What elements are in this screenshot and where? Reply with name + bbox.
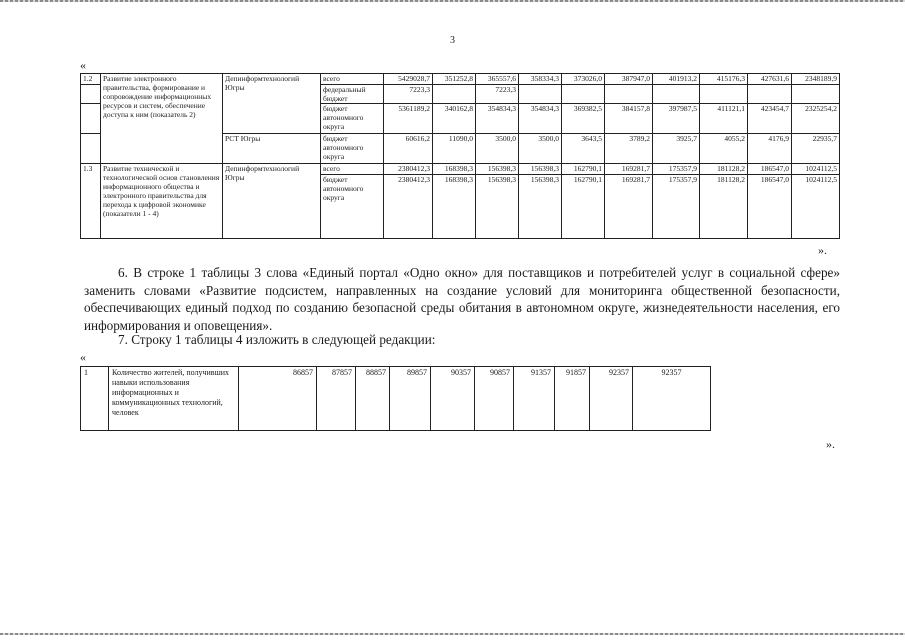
value-cell: 7223,3 xyxy=(476,85,519,104)
budget-table xyxy=(80,73,840,239)
value-cell: 4055,2 xyxy=(700,134,748,164)
value-cell: 3500,0 xyxy=(519,134,562,164)
value-cell: 397987,5 xyxy=(653,104,700,134)
value-cell: 92357 xyxy=(633,367,711,431)
funding-source-cell: бюджет автономного округа xyxy=(321,134,384,164)
value-cell: 2380412,3 xyxy=(384,164,433,175)
value-cell: 427631,6 xyxy=(748,74,792,85)
value-cell: 156398,3 xyxy=(519,175,562,239)
value-cell: 91357 xyxy=(514,367,555,431)
paragraph-6: 6. В строке 1 таблицы 3 слова «Единый портал «Одно окно» для поставщиков и потребителей услуг в социальной сфере» заменить словами «Развитие подсистем, направленных на создание условий для мониторинга общественной безопасности, обеспечивающих единый подход по созданию безопасной среды обитания в автономном округе, жизнедеятельности населения, его информирования и оповещения». xyxy=(84,265,840,333)
value-cell: 2348189,9 xyxy=(792,74,840,85)
funding-source-cell: бюджет автономного округа xyxy=(321,104,384,134)
value-cell: 90357 xyxy=(431,367,475,431)
value-cell: 354834,3 xyxy=(519,104,562,134)
value-cell: 89857 xyxy=(390,367,431,431)
value-cell: 162790,1 xyxy=(562,175,605,239)
value-cell: 175357,9 xyxy=(653,175,700,239)
value-cell: 156398,3 xyxy=(476,175,519,239)
funding-source-cell: всего xyxy=(321,74,384,85)
value-cell: 60616,2 xyxy=(384,134,433,164)
value-cell: 415176,3 xyxy=(700,74,748,85)
activity-name-cell: Развитие электронного правительства, формирование и сопровождение информационных ресурсов и систем, обеспечение доступа к ним (показатель 2) xyxy=(101,74,223,164)
value-cell: 156398,3 xyxy=(519,164,562,175)
indicator-name-cell: Количество жителей, получивших навыки использования информационных и коммуникационных технологий, человек xyxy=(109,367,239,431)
value-cell: 369382,5 xyxy=(562,104,605,134)
funding-source-cell: бюджет автономного округа xyxy=(321,175,384,239)
value-cell: 11090,0 xyxy=(433,134,476,164)
value-cell: 387947,0 xyxy=(605,74,653,85)
value-cell xyxy=(433,85,476,104)
row-number-cell xyxy=(81,134,101,164)
activity-name-cell: Развитие технической и технологической основ становления информационного общества и электронного правительства для перехода к цифровой экономике (показатели 1 - 4) xyxy=(101,164,223,239)
closing-quote: ». xyxy=(826,437,835,451)
row-number-cell: 1.3 xyxy=(81,164,101,239)
value-cell: 169281,7 xyxy=(605,164,653,175)
row-number-cell xyxy=(81,104,101,134)
value-cell: 90857 xyxy=(475,367,514,431)
executor-cell: Депинформтехнологий Югры xyxy=(223,164,321,239)
value-cell: 401913,2 xyxy=(653,74,700,85)
value-cell: 4176,9 xyxy=(748,134,792,164)
funding-source-cell: всего xyxy=(321,164,384,175)
value-cell: 384157,8 xyxy=(605,104,653,134)
opening-quote: « xyxy=(80,350,86,364)
value-cell: 340162,8 xyxy=(433,104,476,134)
value-cell: 181128,2 xyxy=(700,164,748,175)
value-cell: 186547,0 xyxy=(748,175,792,239)
value-cell xyxy=(748,85,792,104)
value-cell xyxy=(653,85,700,104)
value-cell: 156398,3 xyxy=(476,164,519,175)
value-cell: 373026,0 xyxy=(562,74,605,85)
value-cell: 351252,8 xyxy=(433,74,476,85)
residents-table xyxy=(80,366,711,431)
value-cell xyxy=(562,85,605,104)
value-cell: 7223,3 xyxy=(384,85,433,104)
value-cell: 175357,9 xyxy=(653,164,700,175)
value-cell: 86857 xyxy=(239,367,317,431)
value-cell: 423454,7 xyxy=(748,104,792,134)
opening-quote: « xyxy=(80,58,86,72)
value-cell: 365557,6 xyxy=(476,74,519,85)
value-cell: 91857 xyxy=(555,367,590,431)
value-cell xyxy=(605,85,653,104)
value-cell: 1024112,5 xyxy=(792,164,840,175)
value-cell: 3643,5 xyxy=(562,134,605,164)
value-cell: 2325254,2 xyxy=(792,104,840,134)
value-cell: 92357 xyxy=(590,367,633,431)
table-row xyxy=(81,74,840,85)
value-cell: 22935,7 xyxy=(792,134,840,164)
value-cell: 186547,0 xyxy=(748,164,792,175)
value-cell: 168398,3 xyxy=(433,164,476,175)
funding-source-cell: федеральный бюджет xyxy=(321,85,384,104)
table-row xyxy=(81,164,840,175)
value-cell: 3500,0 xyxy=(476,134,519,164)
page-number: 3 xyxy=(450,35,455,46)
value-cell: 88857 xyxy=(356,367,390,431)
value-cell: 169281,7 xyxy=(605,175,653,239)
value-cell: 168398,3 xyxy=(433,175,476,239)
scan-bottom-edge xyxy=(0,633,905,635)
value-cell xyxy=(700,85,748,104)
row-number-cell: 1 xyxy=(81,367,109,431)
value-cell: 354834,3 xyxy=(476,104,519,134)
value-cell: 3789,2 xyxy=(605,134,653,164)
value-cell: 5429028,7 xyxy=(384,74,433,85)
value-cell: 5361189,2 xyxy=(384,104,433,134)
row-number-cell xyxy=(81,85,101,104)
value-cell: 2380412,3 xyxy=(384,175,433,239)
value-cell xyxy=(519,85,562,104)
value-cell: 411121,1 xyxy=(700,104,748,134)
scan-top-edge xyxy=(0,0,905,2)
value-cell: 1024112,5 xyxy=(792,175,840,239)
row-number-cell: 1.2 xyxy=(81,74,101,85)
value-cell: 181128,2 xyxy=(700,175,748,239)
executor-cell: РСТ Югры xyxy=(223,134,321,164)
value-cell: 87857 xyxy=(317,367,356,431)
closing-quote: ». xyxy=(818,243,827,257)
table-row xyxy=(81,367,711,431)
value-cell xyxy=(792,85,840,104)
executor-cell: Депинформтехнологий Югры xyxy=(223,74,321,134)
paragraph-7: 7. Строку 1 таблицы 4 изложить в следующей редакции: xyxy=(118,332,436,347)
value-cell: 358334,3 xyxy=(519,74,562,85)
value-cell: 3925,7 xyxy=(653,134,700,164)
value-cell: 162790,1 xyxy=(562,164,605,175)
